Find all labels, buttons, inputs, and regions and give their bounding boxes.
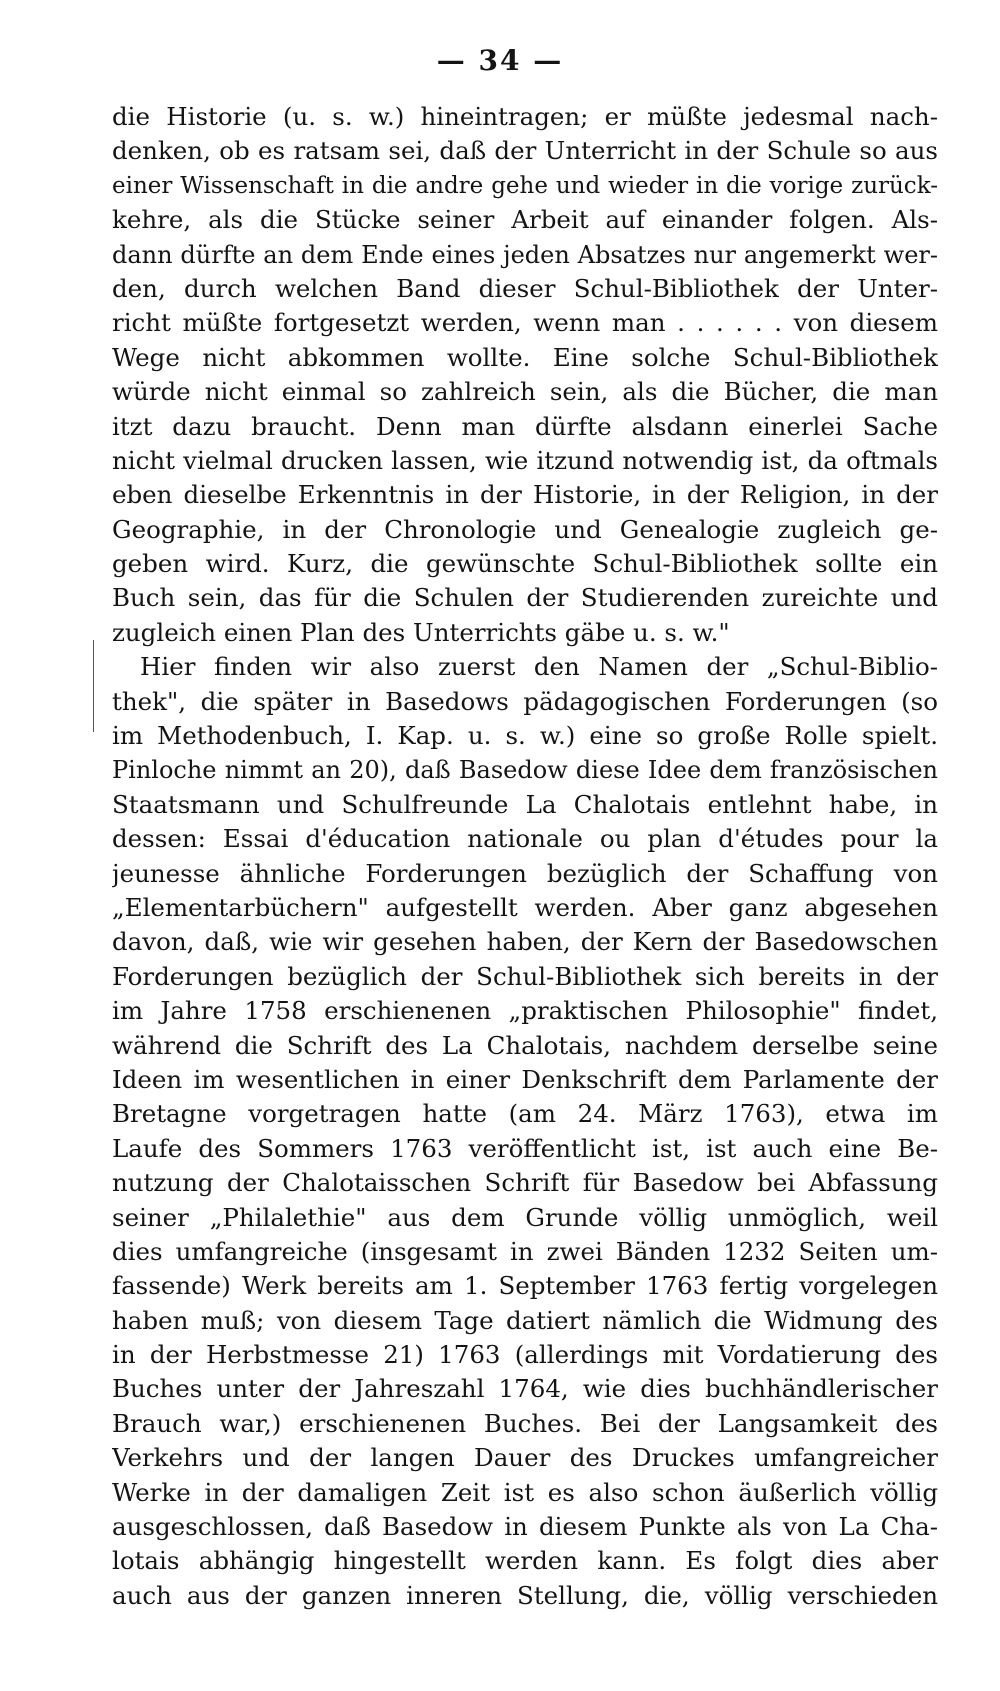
text-line: fassende) Werk bereits am 1. September 1763 fertig vorgelegen (112, 1271, 938, 1301)
text-line: Brauch war,) erschienenen Buches. Bei der Langsamkeit des (112, 1408, 938, 1438)
text-line: die Historie (u. s. w.) hineintragen; er müßte jedesmal nach- (112, 102, 938, 131)
body-text (112, 100, 938, 1613)
text-line: Bretagne vorgetragen hatte (am 24. März 1763), etwa im (112, 1099, 938, 1129)
text-line: Hier finden wir also zuerst den Namen der „Schul-Biblio- (140, 652, 938, 682)
text-line: eben dieselbe Erkenntnis in der Historie, in der Religion, in der (112, 480, 938, 510)
text-line: Staatsmann und Schulfreunde La Chalotais entlehnt habe, in (112, 789, 938, 819)
text-line: Buches unter der Jahreszahl 1764, wie dies buchhändlerischer (112, 1374, 938, 1404)
text-line: Buch sein, das für die Schulen der Studierenden zureichte und (112, 583, 938, 613)
text-line: während die Schrift des La Chalotais, nachdem derselbe seine (112, 1030, 938, 1060)
text-line: nicht vielmal drucken lassen, wie itzund notwendig ist, da oftmals (112, 445, 938, 475)
text-line: Werke in der damaligen Zeit ist es also schon äußerlich völlig (112, 1477, 938, 1507)
text-line: jeunesse ähnliche Forderungen bezüglich der Schaffung von (112, 858, 938, 888)
text-line: Wege nicht abkommen wollte. Eine solche Schul-Bibliothek (112, 342, 938, 372)
text-line: kehre, als die Stücke seiner Arbeit auf einander folgen. Als- (112, 205, 938, 235)
text-line: würde nicht einmal so zahlreich sein, als die Bücher, die man (112, 377, 938, 407)
text-line: Ideen im wesentlichen in einer Denkschrift dem Parlamente der (112, 1064, 938, 1094)
text-line: nutzung der Chalotaisschen Schrift für Basedow bei Abfassung (112, 1168, 938, 1198)
text-line: Forderungen bezüglich der Schul-Bibliothek sich bereits in der (112, 961, 938, 991)
text-line: Pinloche nimmt an 20), daß Basedow diese Idee dem französischen (112, 756, 938, 785)
text-line: geben wird. Kurz, die gewünschte Schul-Bibliothek sollte ein (112, 549, 938, 579)
text-line: im Jahre 1758 erschienenen „praktischen Philosophie" findet, (112, 996, 938, 1026)
text-line: in der Herbstmesse 21) 1763 (allerdings mit Vordatierung des (112, 1340, 938, 1370)
text-line: davon, daß, wie wir gesehen haben, der Kern der Basedowschen (112, 927, 938, 957)
text-line: den, durch welchen Band dieser Schul-Bibliothek der Unter- (112, 273, 938, 303)
text-line: haben muß; von diesem Tage datiert nämlich die Widmung des (112, 1305, 938, 1335)
text-line: denken, ob es ratsam sei, daß der Unterricht in der Schule so aus (112, 136, 938, 166)
text-line: einer Wissenschaft in die andre gehe und wieder in die vorige zurück- (112, 172, 938, 199)
text-line: dessen: Essai d'éducation nationale ou plan d'études pour la (112, 824, 938, 854)
text-line: auch aus der ganzen inneren Stellung, die, völlig verschieden (112, 1580, 938, 1610)
text-line: zugleich einen Plan des Unterrichts gäbe u. s. w." (112, 617, 730, 647)
text-line: itzt dazu braucht. Denn man dürfte alsdann einerlei Sache (112, 411, 938, 441)
margin-pencil-mark (93, 640, 94, 732)
text-line: seiner „Philalethie" aus dem Grunde völlig unmöglich, weil (112, 1202, 938, 1232)
text-line: dies umfangreiche (insgesamt in zwei Bänden 1232 Seiten um- (112, 1236, 938, 1266)
text-line: lotais abhängig hingestellt werden kann. Es folgt dies aber (112, 1546, 938, 1576)
text-line: „Elementarbüchern" aufgestellt werden. Aber ganz abgesehen (112, 892, 938, 922)
text-line: Laufe des Sommers 1763 veröffentlicht ist, ist auch eine Be- (112, 1133, 938, 1163)
text-line: thek", die später in Basedows pädagogischen Forderungen (so (112, 686, 938, 716)
text-line: Verkehrs und der langen Dauer des Druckes umfangreicher (112, 1443, 938, 1473)
text-line: dann dürfte an dem Ende eines jeden Absatzes nur angemerkt wer- (112, 240, 938, 269)
text-line: ausgeschlossen, daß Basedow in diesem Punkte als von La Cha- (112, 1512, 938, 1542)
text-line: Geographie, in der Chronologie und Genealogie zugleich ge- (112, 514, 938, 544)
text-line: richt müßte fortgesetzt werden, wenn man . . . . . . von diesem (112, 308, 938, 338)
page-number: — 34 — (436, 44, 564, 77)
text-line: im Methodenbuch, I. Kap. u. s. w.) eine so große Rolle spielt. (112, 721, 938, 751)
